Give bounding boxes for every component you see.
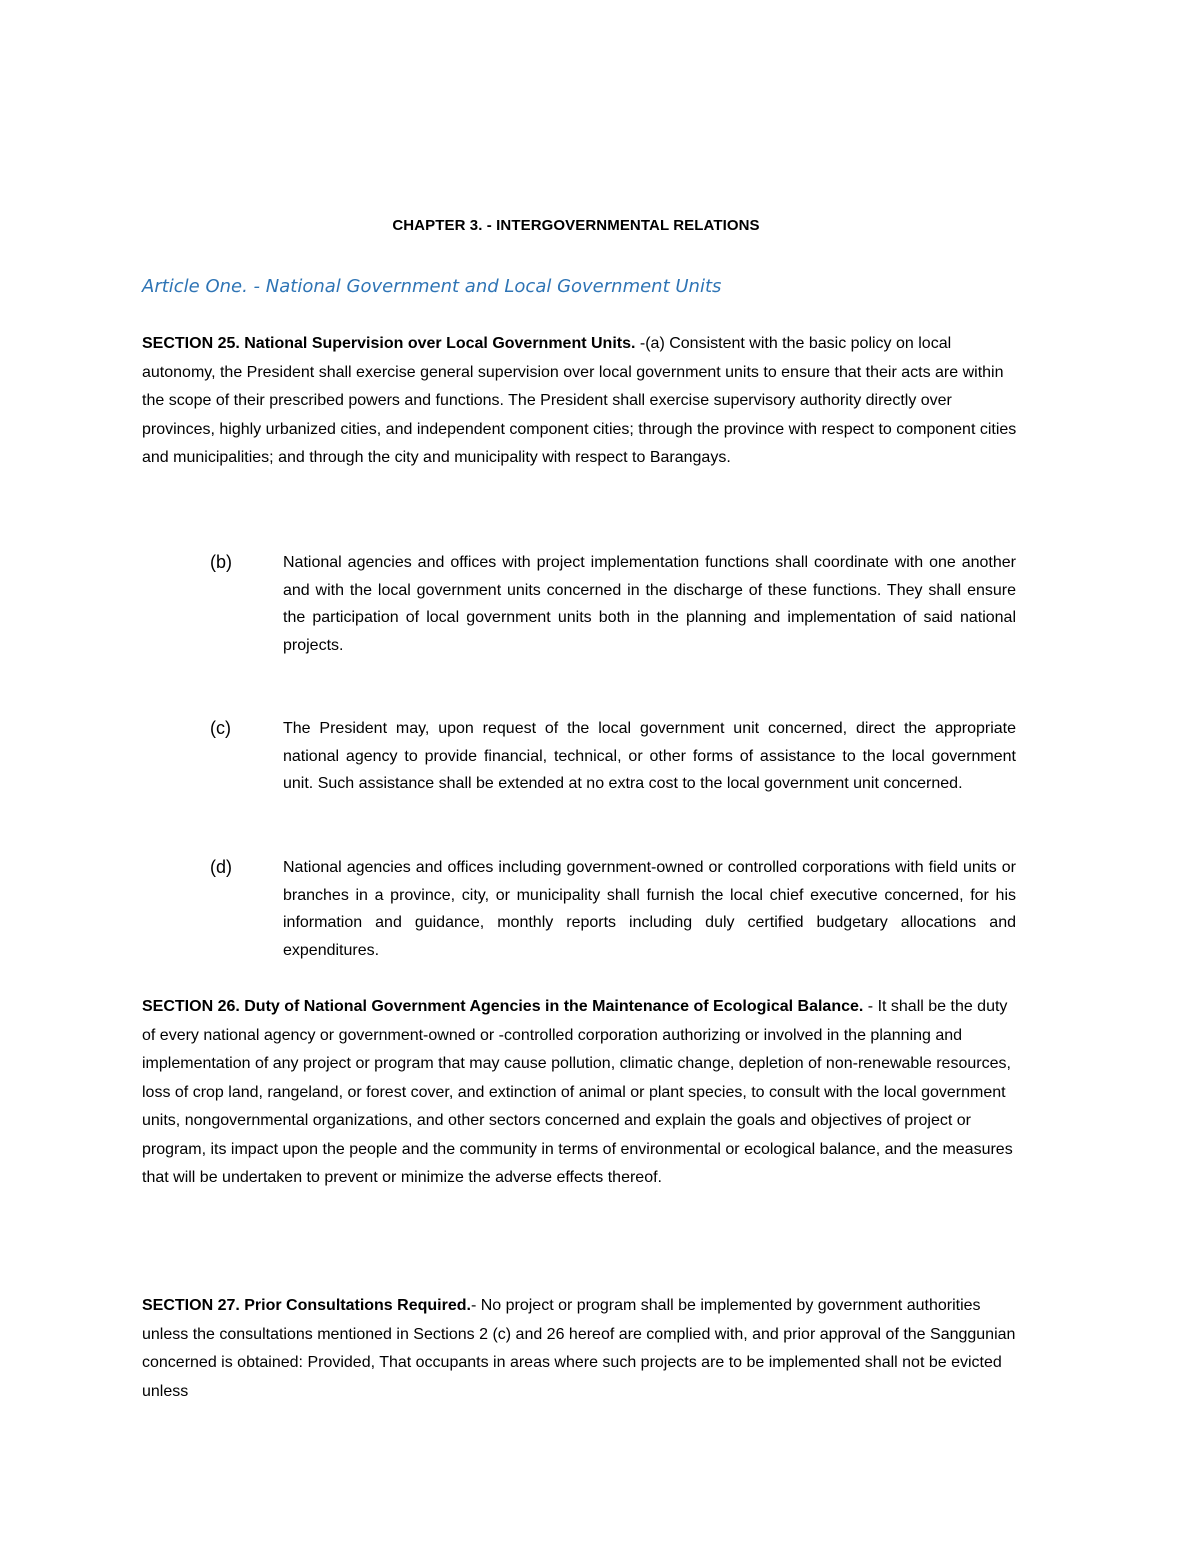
list-item-text: National agencies and offices with project implementation functions shall coordinate with one another and with the local government units concerned in the discharge of these functions. They shall ensure the participation of local government units both in the planning and implementation of said national projects.	[283, 554, 1016, 654]
list-item-text: National agencies and offices including government-owned or controlled corporations with field units or branches in a province, city, or municipality shall furnish the local chief executive concerned, for his information and guidance, monthly reports including duly certified budgetary allocations and expenditures.	[283, 859, 1016, 959]
article-title: Article One. - National Government and Local Government Units	[142, 276, 722, 297]
section-27-body: - No project or program shall be implemented by government authorities unless the consultations mentioned in Sections 2 (c) and 26 hereof are complied with, and prior approval of the Sanggunian concerned is obtained: Provided, That occupants in areas where such projects are to be implemented shall not be evicted unless	[142, 1297, 1016, 1400]
list-item-text: The President may, upon request of the local government unit concerned, direct the appropriate national agency to provide financial, technical, or other forms of assistance to the local government unit. Such assistance shall be extended at no extra cost to the local government unit concerned.	[283, 720, 1016, 792]
section-26-body: - It shall be the duty of every national agency or government-owned or -controlled corporation authorizing or involved in the planning and implementation of any project or program that may cause pollution, climatic change, depletion of non-renewable resources, loss of crop land, rangeland, or forest cover, and extinction of animal or plant species, to consult with the local government units, nongovernmental organizations, and other sectors concerned and explain the goals and objectives of project or program, its impact upon the people and the community in terms of environmental or ecological balance, and the measures that will be undertaken to prevent or minimize the adverse effects thereof.	[142, 998, 1013, 1186]
section-27-heading: SECTION 27. Prior Consultations Required.	[142, 1297, 471, 1314]
list-item-label: (b)	[210, 552, 232, 572]
section-26	[142, 993, 1022, 1193]
section-25	[142, 330, 1022, 473]
section-25-body: -(a) Consistent with the basic policy on local autonomy, the President shall exercise general supervision over local government units to ensure that their acts are within the scope of their prescribed powers and functions. The President shall exercise supervisory authority directly over provinces, highly urbanized cities, and independent component cities; through the province with respect to component cities and municipalities; and through the city and municipality with respect to Barangays.	[142, 335, 1017, 466]
section-25-heading: SECTION 25. National Supervision over Local Government Units.	[142, 335, 636, 352]
section-27	[142, 1292, 1022, 1406]
section-26-heading: SECTION 26. Duty of National Government Agencies in the Maintenance of Ecological Balance.	[142, 998, 864, 1015]
chapter-title: CHAPTER 3. - INTERGOVERNMENTAL RELATIONS	[392, 217, 760, 234]
list-item-label: (d)	[210, 857, 232, 877]
list-item-label: (c)	[210, 718, 231, 738]
